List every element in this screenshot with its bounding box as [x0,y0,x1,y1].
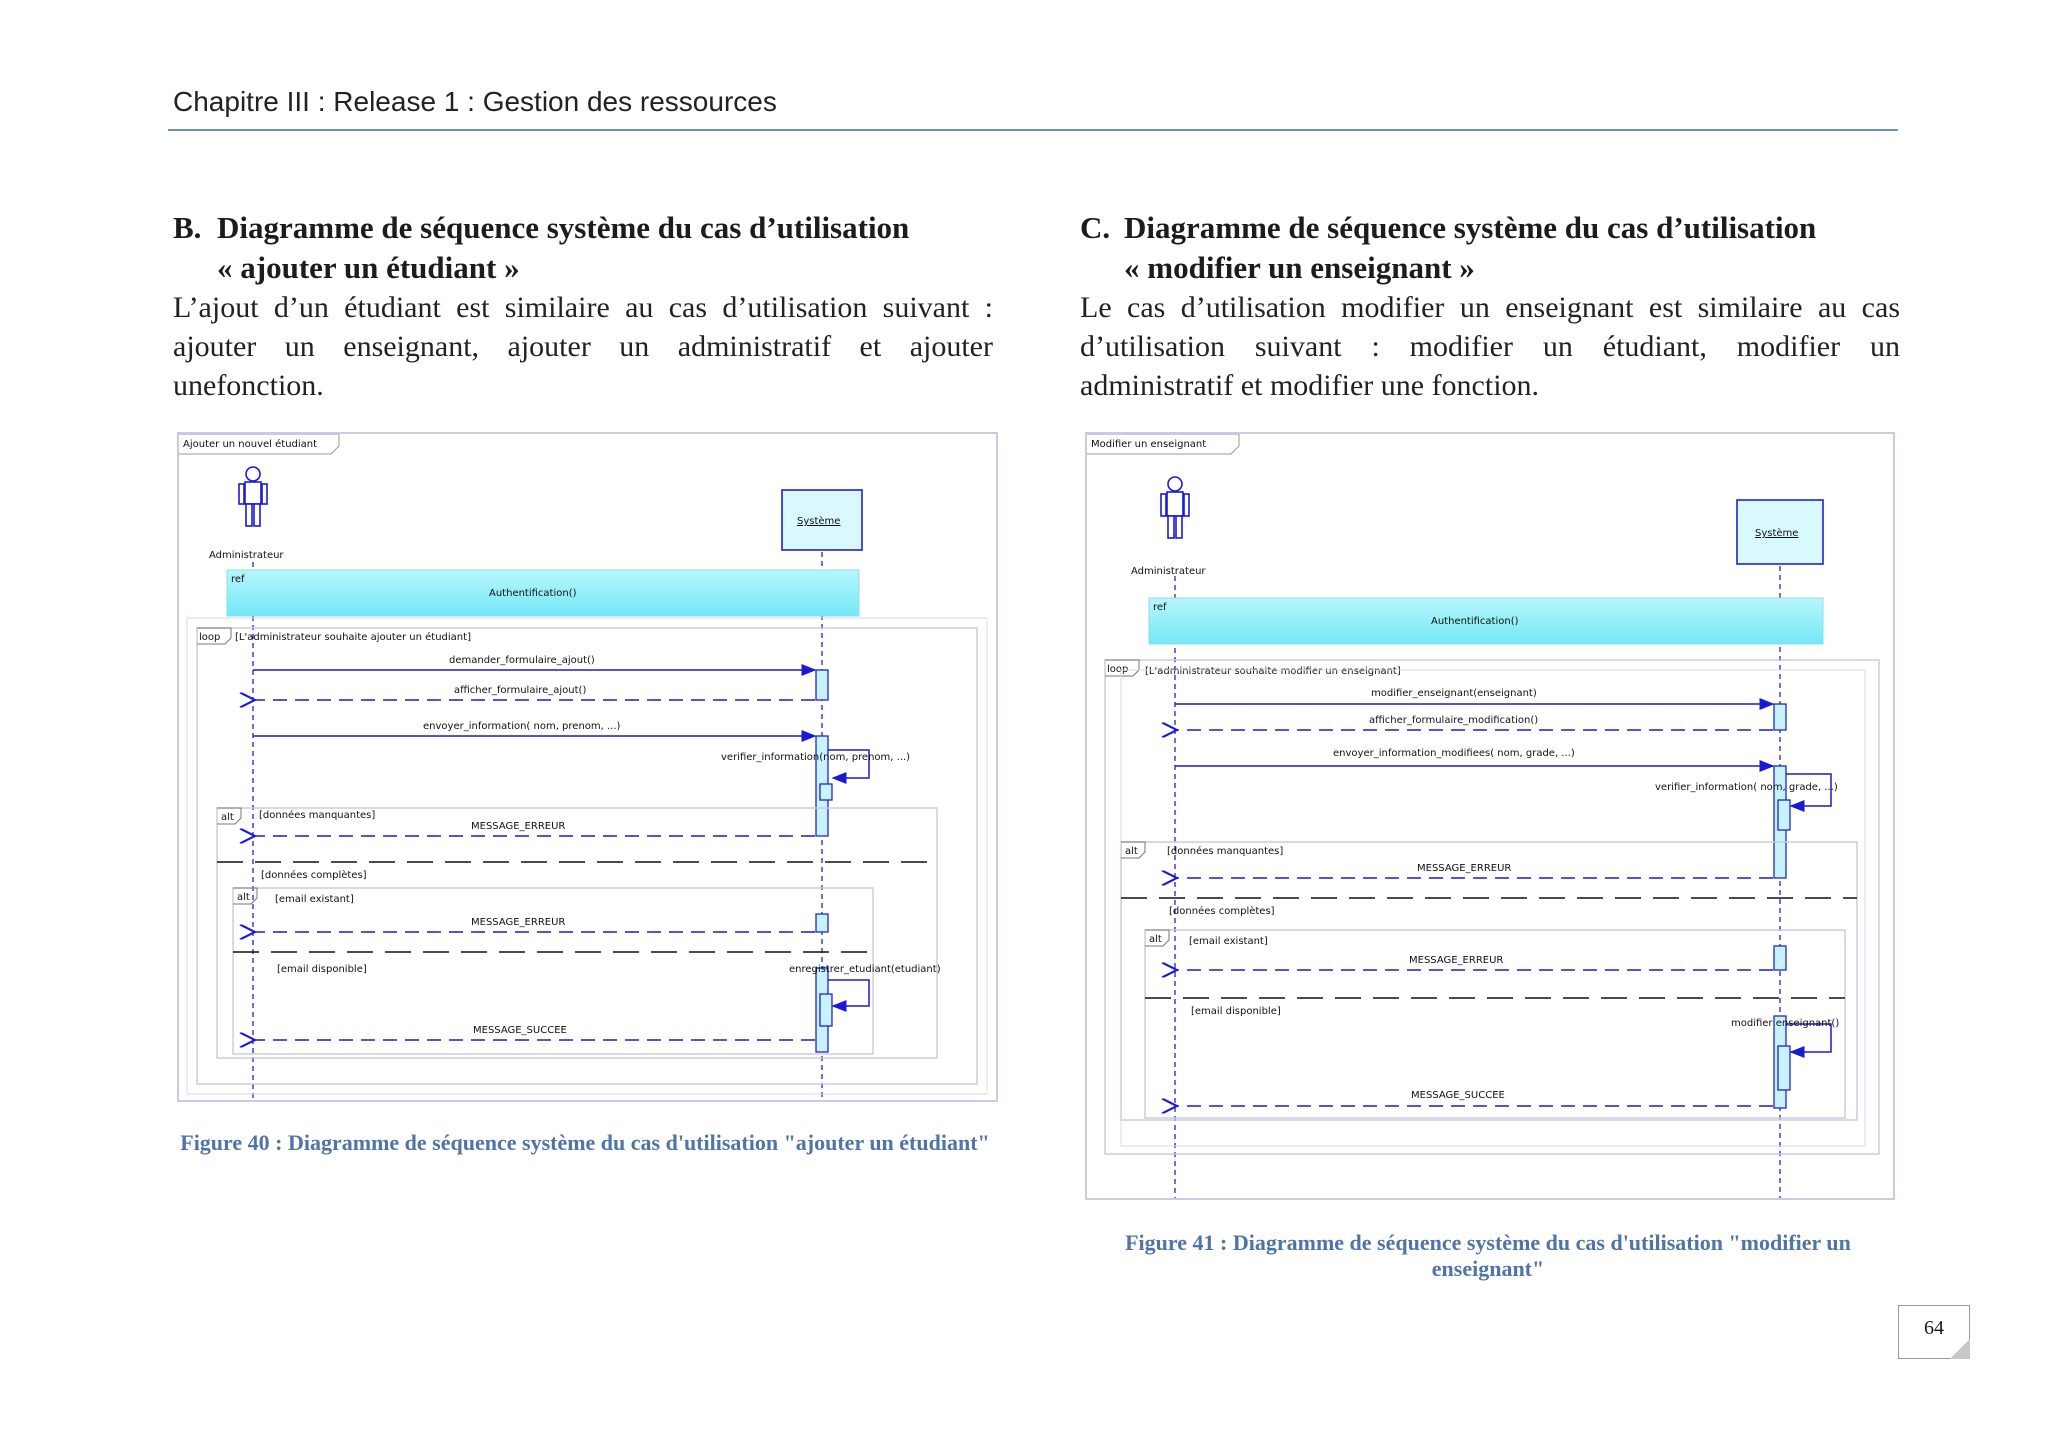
activation-bar [816,670,828,700]
actor-icon [239,467,267,526]
figure-41-caption [1085,1230,1891,1282]
figure-41-caption-line2: enseignant" [1431,1256,1545,1281]
message-label: MESSAGE_ERREUR [1409,955,1504,966]
page-number [1898,1305,1970,1359]
figure-40-caption: Figure 40 : Diagramme de séquence système du cas d'utilisation "ajouter un étudiant" [180,1130,990,1155]
message-label: afficher_formulaire_modification() [1369,715,1539,726]
actor-label: Administrateur [209,550,284,561]
message-label: enregistrer_etudiant(etudiant) [789,964,941,975]
diagram-41-svg [1087,434,1893,1198]
figure-41-caption-line1: Figure 41 : Diagramme de séquence système du cas d'utilisation "modifier un [1125,1230,1851,1255]
self-message-arrow [828,980,869,1006]
ref-text: Authentification() [1431,616,1519,627]
activation-bar [1778,800,1790,830]
section-c-title-line2: « modifier un enseignant » [1124,250,1475,285]
alt-label: alt [237,892,250,903]
message-label: envoyer_information_modifiees( nom, grade, ...) [1333,748,1575,759]
header-rule [168,129,1898,131]
page-corner-fold [1950,1339,1970,1359]
activation-bar [820,784,832,800]
message-label: MESSAGE_SUCCEE [1411,1090,1505,1101]
system-label: Système [1755,528,1799,539]
message-label: demander_formulaire_ajout() [449,655,595,666]
alt-guard: [données manquantes] [1167,846,1284,857]
diagram-40-svg [179,434,996,1100]
alt-guard: [email existant] [275,894,354,905]
frame-title: Ajouter un nouvel étudiant [183,439,318,450]
system-label: Système [797,516,841,527]
section-c-letter: C. [1080,210,1111,245]
section-b-heading [173,208,993,288]
section-b-body: L’ajout d’un étudiant est similaire au cas d’utilisation suivant : ajouter un enseignant, ajouter un administratif et ajouter unefonction. [173,291,993,402]
section-c-heading [1080,208,1900,288]
activation-bar [1778,1046,1790,1090]
alt-label: alt [221,812,234,823]
message-label: MESSAGE_ERREUR [1417,863,1512,874]
section-b-title-line2: « ajouter un étudiant » [217,250,520,285]
sequence-diagram-ajouter-etudiant [177,432,998,1102]
alt-guard: [données complètes] [1169,906,1275,917]
message-label: verifier_information( nom, grade, ...) [1655,782,1838,793]
sequence-diagram-modifier-enseignant [1085,432,1895,1200]
section-b-title-line1: Diagramme de séquence système du cas d’utilisation [217,210,910,245]
alt-guard: [données complètes] [261,870,367,881]
alt-guard: [données manquantes] [259,810,376,821]
message-label: MESSAGE_ERREUR [471,821,566,832]
alt-guard: [email existant] [1189,936,1268,947]
section-c-title-line1: Diagramme de séquence système du cas d’utilisation [1124,210,1817,245]
message-label: modifier enseignant() [1731,1018,1840,1029]
frame-title: Modifier un enseignant [1091,439,1207,450]
message-label: MESSAGE_SUCCEE [473,1025,567,1036]
loop-label: loop [199,632,221,643]
message-label: envoyer_information( nom, prenom, ...) [423,721,621,732]
loop-guard: [L'administrateur souhaite modifier un enseignant] [1145,666,1401,677]
loop-label: loop [1107,664,1129,675]
actor-label: Administrateur [1131,566,1206,577]
ref-text: Authentification() [489,588,577,599]
section-b [173,208,993,405]
message-label: modifier_enseignant(enseignant) [1371,688,1537,699]
loop-guard: [L'administrateur souhaite ajouter un étudiant] [235,632,471,643]
message-label: MESSAGE_ERREUR [471,917,566,928]
section-c [1080,208,1900,405]
ref-label: ref [231,574,245,585]
activation-bar [820,994,832,1026]
actor-icon [1161,477,1189,538]
ref-label: ref [1153,602,1167,613]
message-label: verifier_information(nom, prenom, ...) [721,752,911,763]
alt-guard: [email disponible] [277,964,367,975]
page-number-text: 64 [1924,1317,1944,1339]
section-b-letter: B. [173,210,202,245]
activation-bar [1774,946,1786,970]
loop-outer-frame [187,618,987,1094]
activation-bar [1774,704,1786,730]
activation-bar [816,914,828,932]
section-c-body: Le cas d’utilisation modifier un enseignant est similaire au cas d’utilisation suivant : modifier un étudiant, modifier un administratif et modifier une fonction. [1080,291,1900,402]
alt-label: alt [1125,846,1138,857]
page-header-title: Chapitre III : Release 1 : Gestion des ressources [173,86,777,117]
alt-fragment [1121,842,1857,1120]
alt-guard: [email disponible] [1191,1006,1281,1017]
alt-label: alt [1149,934,1162,945]
loop-fragment [197,628,977,1084]
message-label: afficher_formulaire_ajout() [454,685,587,696]
